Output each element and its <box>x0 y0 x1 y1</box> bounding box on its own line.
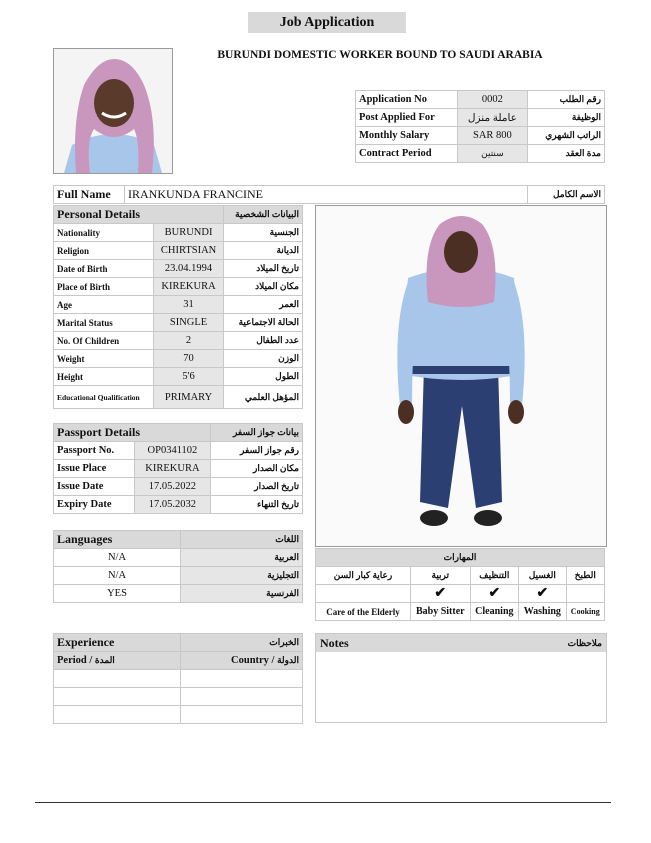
post-applied-ar: الوظيفة <box>527 109 605 127</box>
table-row <box>54 549 303 567</box>
table-row <box>356 127 605 145</box>
passport-no-ar: رقم جواز السفر <box>211 442 303 460</box>
notes-title: Notes <box>320 636 349 650</box>
dob-value: 23.04.1994 <box>154 260 224 278</box>
table-row <box>54 314 303 332</box>
full-name-row <box>53 185 605 204</box>
skill-cooking-check <box>566 585 604 603</box>
issue-place-value: KIREKURA <box>134 460 211 478</box>
experience-country-cell <box>181 670 303 688</box>
expiry-date-ar: تاريخ التنهاء <box>211 496 303 514</box>
table-row <box>54 670 303 688</box>
table-row <box>54 706 303 724</box>
skill-babysitter-ar: تربية <box>411 567 471 585</box>
table-row <box>54 332 303 350</box>
children-label: No. Of Children <box>54 332 154 350</box>
arabic-label-ar: العربية <box>181 549 303 567</box>
period-header <box>54 652 181 670</box>
nationality-label: Nationality <box>54 224 154 242</box>
skills-en-row <box>316 603 605 621</box>
notes-title-ar: ملاحظات <box>567 638 602 648</box>
table-row <box>54 688 303 706</box>
personal-details-title-ar: البيانات الشخصية <box>223 206 302 224</box>
children-value: 2 <box>154 332 224 350</box>
skills-title-ar: المهارات <box>316 549 605 567</box>
skill-cleaning-ar: التنظيف <box>470 567 519 585</box>
contract-period-ar: مدة العقد <box>527 145 605 163</box>
experience-title: Experience <box>54 634 181 652</box>
application-no-label: Application No <box>356 91 458 109</box>
expiry-date-value: 17.05.2032 <box>134 496 211 514</box>
footer-divider <box>35 802 611 803</box>
nationality-ar: الجنسية <box>223 224 302 242</box>
age-label: Age <box>54 296 154 314</box>
height-value: 5'6 <box>154 368 224 386</box>
english-label-ar: التجليزية <box>181 567 303 585</box>
french-value: YES <box>54 585 181 603</box>
birthplace-ar: مكان الميلاد <box>223 278 302 296</box>
table-row <box>54 296 303 314</box>
skill-washing-ar: الغسيل <box>519 567 566 585</box>
period-label-ar: المدة <box>94 655 115 665</box>
full-body-photo <box>315 205 607 547</box>
education-label: Educational Qualification <box>54 386 154 409</box>
post-applied-value: عاملة منزل <box>458 109 527 127</box>
english-value: N/A <box>54 567 181 585</box>
arabic-value: N/A <box>54 549 181 567</box>
marital-status-label: Marital Status <box>54 314 154 332</box>
full-name-value: IRANKUNDA FRANCINE <box>125 186 528 204</box>
skill-cooking-ar: الطبخ <box>566 567 604 585</box>
children-ar: عدد الطفال <box>223 332 302 350</box>
application-no-value: 0002 <box>458 91 527 109</box>
passport-details-title-ar: بيانات جواز السفر <box>211 424 303 442</box>
skill-cleaning-label: Cleaning <box>470 603 519 621</box>
skill-elderly-check <box>316 585 411 603</box>
skills-table <box>315 548 605 621</box>
table-row <box>54 460 303 478</box>
languages-table <box>53 530 303 603</box>
birthplace-label: Place of Birth <box>54 278 154 296</box>
religion-ar: الديانة <box>223 242 302 260</box>
age-ar: العمر <box>223 296 302 314</box>
country-label: Country / <box>231 655 275 666</box>
skill-babysitter-check-icon: ✔ <box>411 585 471 603</box>
experience-period-cell <box>54 670 181 688</box>
skills-check-row <box>316 585 605 603</box>
table-row <box>356 145 605 163</box>
education-ar: المؤهل العلمي <box>223 386 302 409</box>
skill-babysitter-label: Baby Sitter <box>411 603 471 621</box>
table-row <box>54 567 303 585</box>
country-header <box>181 652 303 670</box>
table-row <box>356 109 605 127</box>
personal-details-table <box>53 205 303 409</box>
languages-title-ar: اللغات <box>181 531 303 549</box>
religion-label: Religion <box>54 242 154 260</box>
table-row <box>54 224 303 242</box>
passport-no-label: Passport No. <box>54 442 135 460</box>
country-label-ar: الدولة <box>277 655 299 665</box>
period-label: Period / <box>57 655 93 666</box>
notes-header <box>316 634 606 652</box>
marital-status-value: SINGLE <box>154 314 224 332</box>
monthly-salary-label: Monthly Salary <box>356 127 458 145</box>
contract-period-label: Contract Period <box>356 145 458 163</box>
issue-date-ar: تاريخ الصدار <box>211 478 303 496</box>
issue-place-label: Issue Place <box>54 460 135 478</box>
contract-period-value: سنتين <box>458 145 527 163</box>
experience-period-cell <box>54 688 181 706</box>
languages-title: Languages <box>54 531 181 549</box>
skill-washing-label: Washing <box>519 603 566 621</box>
weight-ar: الوزن <box>223 350 302 368</box>
skill-cooking-label: Cooking <box>566 603 604 621</box>
dob-label: Date of Birth <box>54 260 154 278</box>
table-row <box>54 278 303 296</box>
passport-no-value: OP0341102 <box>134 442 211 460</box>
french-label-ar: الفرنسية <box>181 585 303 603</box>
experience-country-cell <box>181 688 303 706</box>
age-value: 31 <box>154 296 224 314</box>
issue-place-ar: مكان الصدار <box>211 460 303 478</box>
experience-title-ar: الخبرات <box>181 634 303 652</box>
dob-ar: تاريخ الميلاد <box>223 260 302 278</box>
expiry-date-label: Expiry Date <box>54 496 135 514</box>
application-no-ar: رقم الطلب <box>527 91 605 109</box>
post-applied-label: Post Applied For <box>356 109 458 127</box>
religion-value: CHIRTSIAN <box>154 242 224 260</box>
table-row <box>356 91 605 109</box>
full-name-label: Full Name <box>54 186 125 204</box>
weight-value: 70 <box>154 350 224 368</box>
skill-cleaning-check-icon: ✔ <box>470 585 519 603</box>
education-value: PRIMARY <box>154 386 224 409</box>
skill-washing-check-icon: ✔ <box>519 585 566 603</box>
table-row <box>54 496 303 514</box>
page-subtitle: BURUNDI DOMESTIC WORKER BOUND TO SAUDI ARABIA <box>217 49 543 61</box>
issue-date-label: Issue Date <box>54 478 135 496</box>
table-row <box>54 260 303 278</box>
table-row <box>54 585 303 603</box>
height-ar: الطول <box>223 368 302 386</box>
issue-date-value: 17.05.2022 <box>134 478 211 496</box>
skills-ar-row <box>316 567 605 585</box>
skill-elderly-ar: رعاية كبار السن <box>316 567 411 585</box>
height-label: Height <box>54 368 154 386</box>
personal-details-title: Personal Details <box>54 206 224 224</box>
passport-details-table <box>53 423 303 514</box>
experience-country-cell <box>181 706 303 724</box>
monthly-salary-ar: الراتب الشهري <box>527 127 605 145</box>
monthly-salary-value: SAR 800 <box>458 127 527 145</box>
table-row <box>54 368 303 386</box>
passport-details-title: Passport Details <box>54 424 211 442</box>
weight-label: Weight <box>54 350 154 368</box>
application-table <box>355 90 605 163</box>
table-row <box>54 350 303 368</box>
experience-table <box>53 633 303 724</box>
table-row <box>54 242 303 260</box>
marital-status-ar: الحالة الاجتماعية <box>223 314 302 332</box>
portrait-photo <box>53 48 173 174</box>
birthplace-value: KIREKURA <box>154 278 224 296</box>
experience-period-cell <box>54 706 181 724</box>
table-row <box>54 442 303 460</box>
full-name-ar: الاسم الكامل <box>528 186 605 204</box>
nationality-value: BURUNDI <box>154 224 224 242</box>
notes-box <box>315 633 607 723</box>
page-title: Job Application <box>248 12 406 33</box>
skill-elderly-label: Care of the Elderly <box>316 603 411 621</box>
table-row <box>54 386 303 409</box>
table-row <box>54 478 303 496</box>
